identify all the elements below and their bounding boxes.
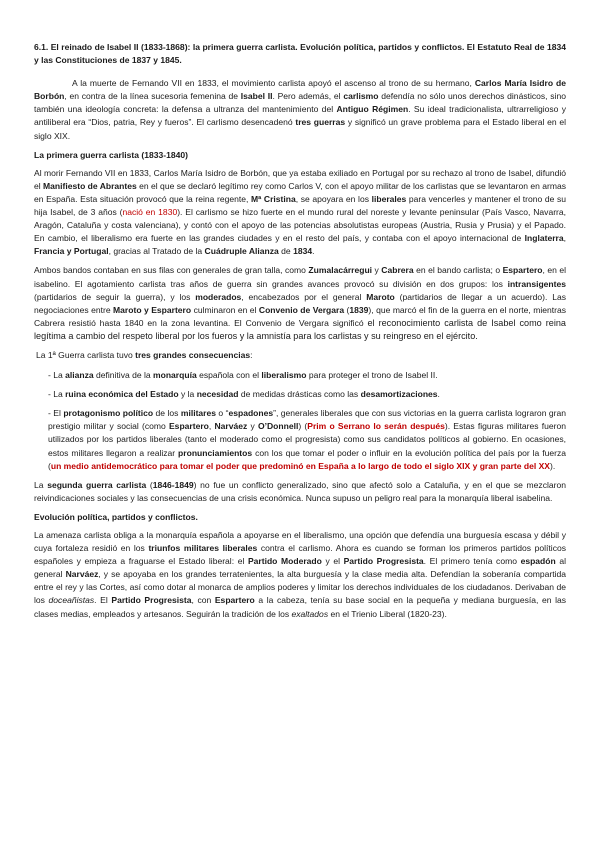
bold-run: Narváez: [214, 421, 248, 432]
text-run: , con: [191, 595, 215, 606]
text-run: , se apoyara en los: [295, 193, 372, 204]
bold-run: ruina económica del Estado: [65, 389, 179, 400]
italic-run: exaltados: [291, 608, 329, 619]
document-title: [34, 41, 566, 67]
text-run: y: [247, 421, 258, 432]
text-run: , en el isabelino. El agotamiento carlista tras años de guerra sin grandes avances provocó su división en dos grupos: los: [34, 265, 566, 289]
bold-run: Partido Progresista: [111, 595, 192, 606]
bold-run: Isabel II: [240, 91, 273, 102]
text-run: - El: [48, 408, 64, 419]
text-run: , encabezados por el general: [241, 291, 367, 302]
emphasis-run: el reconocimiento carlista de Isabel como reina legítima a cambio del respeto liberal por los fueros y la amnistía para los carlistas y su reingreso en el ejército.: [34, 317, 566, 341]
text-run: en el que se declaró legítimo rey como Carlos V, con el apoyo militar de los carlistas que se levantaron en armas en España. Esta situación provocó que la reina regente,: [34, 180, 566, 204]
text-run: y la: [178, 389, 197, 400]
text-run: y el: [321, 556, 344, 567]
bold-run: tres grandes consecuencias: [135, 349, 251, 360]
bold-run: Espartero: [168, 421, 209, 432]
text-run: ), que marcó el fin de la guerra en el norte, mientras Cabrera resistió hasta 1840 en la zona levantina. El Convenio de Vergara significó: [34, 304, 566, 328]
text-run: (: [146, 479, 153, 490]
text-run: :: [250, 349, 253, 360]
section-heading-evolution: [34, 511, 566, 524]
text-run: (partidarios de llegar a un acuerdo). Las negociaciones entre: [34, 291, 567, 315]
red-annotation: Prim o Serrano lo serán después: [307, 421, 445, 432]
text-run: y: [372, 265, 382, 276]
section-heading-first-war: [34, 149, 566, 162]
bold-run: Espartero: [214, 595, 255, 606]
bold-run: O’Donnell: [257, 421, 299, 432]
bold-run: espadones: [228, 408, 274, 419]
bold-run: Maroto: [366, 291, 395, 302]
section-heading-text: La primera guerra carlista (1833-1840): [34, 149, 188, 160]
text-run: La amenaza carlista obliga a la monarquía española a apoyarse en el liberalismo, una opción que defendía una burguesía escasa y débil y cuya fortaleza residió en los: [34, 530, 566, 554]
bold-run: Mª Cristina: [251, 193, 296, 204]
text-run: , y se apoyaba en los grandes terratenientes, la alta burguesía y la clase media alta. Defendían la soberanía compartida entre el rey y las Cortes, así como dotar al monarca de amplios poderes y limitar los derechos individuales de los ciudadanos. Derivaban de los: [34, 569, 566, 606]
text-run: . El primero tenía como: [423, 556, 521, 567]
bold-run: Inglaterra: [524, 233, 564, 244]
bold-run: militares: [180, 408, 216, 419]
bold-run: necesidad: [196, 389, 239, 400]
bold-run: espadón: [520, 556, 556, 567]
text-run: ). Estas figuras militares fueron utilizados por los partidos liberales (tanto el moderado como el progresista) como sus candidatos políticos al gobierno. En ocasiones, estos militares llegaron a realizar: [48, 421, 566, 458]
bold-run: liberales: [371, 193, 407, 204]
bold-run: Partido Moderado: [247, 556, 322, 567]
text-run: para proteger el trono de Isabel II.: [306, 370, 438, 381]
bold-run: monarquía: [153, 370, 197, 381]
bold-run: Convenio de Vergara: [258, 304, 345, 315]
bold-run: protagonismo político: [63, 408, 154, 419]
bold-run: 1846-1849: [152, 479, 194, 490]
text-run: de medidas drásticas como las: [238, 389, 361, 400]
text-run: ).: [550, 460, 556, 471]
red-annotation: nació en 1830: [122, 207, 178, 218]
paragraph-second-war: [34, 479, 566, 505]
text-run: La 1ª Guerra carlista tuvo: [36, 349, 136, 360]
text-run: culminaron en el: [191, 304, 259, 315]
bold-run: moderados: [195, 291, 242, 302]
consequence-item-1: [34, 369, 566, 382]
text-run: ) (: [298, 421, 308, 432]
text-run: y significó un grave problema para el Estado liberal en el siglo XIX.: [34, 117, 566, 141]
bold-run: Zumalacárregui: [308, 265, 373, 276]
text-run: o “: [216, 408, 229, 419]
section-heading-text: Evolución política, partidos y conflictos.: [34, 511, 198, 522]
bold-run: carlismo: [343, 91, 379, 102]
bold-run: Carlos María Isidro de Borbón: [34, 78, 567, 102]
bold-run: 1834: [293, 246, 313, 257]
text-run: - La: [48, 389, 66, 400]
bold-run: 1839: [349, 304, 369, 315]
text-run: definitiva de la: [93, 370, 154, 381]
bold-run: tres guerras: [295, 117, 346, 128]
bold-run: Narváez: [65, 569, 99, 580]
text-run: al general: [34, 556, 566, 580]
text-run: de los: [153, 408, 181, 419]
text-run: ”, generales liberales que con sus victorias en la guerra carlista lograron gran prestigio militar y social (como: [48, 408, 566, 432]
text-run: . Pero además, el: [272, 91, 344, 102]
text-run: defendía no sólo unos derechos dinásticos, sino también una ideología concreta: la defensa a ultranza del mantenimiento del: [34, 91, 566, 115]
consequence-item-2: [34, 388, 566, 401]
text-run: . Su ideal tradicionalista, ultrarreligioso y antiliberal era “Dios, patria, Rey y fueros”. El carlismo desencadenó: [34, 104, 567, 128]
text-run: en el Trienio Liberal (1820-23).: [328, 608, 447, 619]
text-run: La: [34, 479, 48, 490]
text-run: , en contra de la línea sucesoria femenina de: [64, 91, 241, 102]
text-run: ). El carlismo se hizo fuerte en el mundo rural del noreste y levante peninsular (País Vasco, Navarra, Aragón, Cataluña y costa valenciana), y contó con el apoyo de las potencias absolutistas europeas (Austria, Rusia y Prusia) y el Papado. En cambio, el liberalismo era fuerte en las grandes ciudades y en el resto del país, y contaba con el apoyo internacional de: [34, 207, 567, 244]
bold-run: triunfos militares liberales: [148, 543, 258, 554]
italic-run: doceañistas: [48, 595, 95, 606]
bold-run: Manifiesto de Abrantes: [43, 180, 137, 191]
bold-run: Cuádruple Alianza: [204, 246, 279, 257]
text-run: ) no fue un conflicto generalizado, sino que afectó solo a Cataluña, y en el que se mezclaron reivindicaciones sociales y las consecuencias de una crisis económica. Nunca supuso un peligro real para la monarquía liberal isabelina.: [34, 479, 566, 503]
bold-run: Partido Progresista: [343, 556, 424, 567]
text-run: española con el: [196, 370, 262, 381]
bold-run: Francia y Portugal: [34, 246, 109, 257]
red-annotation: un medio antidemocrático para tomar el poder que predominó en España a lo largo de todo el siglo XIX y gran parte del XX: [50, 460, 551, 471]
text-run: para vencerles y mantener el trono de su hija Isabel, de 3 años (: [34, 193, 567, 218]
paragraph-first-war: [34, 167, 566, 259]
text-run: contra el carlismo. Ahora es cuando se forman los primeros partidos políticos españoles y empieza a fraguarse el Estado liberal: el: [34, 543, 566, 567]
text-run: .: [437, 389, 440, 400]
text-run: a la cabeza, tenía su base social en la pequeña y mediana burguesía, en las clases medias, empleados y artesanos. Seguirán la tradición de los: [34, 595, 566, 619]
bold-run: desamortizaciones: [360, 389, 438, 400]
bold-run: liberalismo: [261, 370, 307, 381]
text-run: - La: [48, 370, 66, 381]
text-run: , gracias al Tratado de la: [108, 246, 205, 257]
bold-run: Maroto y Espartero: [113, 304, 192, 315]
text-run: . El: [94, 595, 112, 606]
bold-run: alianza: [65, 370, 94, 381]
text-run: (: [344, 304, 350, 315]
text-run: con los que tomar el poder o influir en la evolución política del país por la fuerza (: [48, 447, 566, 471]
text-run: Al morir Fernando VII en 1833, Carlos María Isidro de Borbón, que ya estaba exiliado en Portugal por su rechazo al trono de Isabel, difundió el: [34, 167, 566, 191]
text-run: ,: [208, 421, 215, 432]
bold-run: Espartero: [502, 265, 543, 276]
text-run: de: [278, 246, 294, 257]
paragraph-consequences-intro: [34, 349, 566, 362]
bold-run: intransigentes: [507, 278, 566, 289]
bold-run: segunda guerra carlista: [47, 479, 147, 490]
text-run: en el bando carlista; o: [413, 265, 503, 276]
consequence-item-3: [34, 407, 566, 472]
text-run: (partidarios de seguir la guerra), y los: [34, 291, 196, 302]
intro-paragraph: [34, 77, 566, 142]
text-run: Ambos bandos contaban en sus filas con generales de gran talla, como: [34, 265, 309, 276]
bold-run: Antiguo Régimen: [336, 104, 409, 115]
title-text: 6.1. El reinado de Isabel II (1833-1868): la primera guerra carlista. Evolución política, partidos y conflictos. El Estatuto Real de 1834 y las Constituciones de 1837 y 1845.: [34, 42, 566, 66]
bold-run: pronunciamientos: [178, 447, 253, 458]
text-run: .: [312, 246, 315, 257]
text-run: ,: [563, 233, 566, 244]
paragraph-generals: [34, 264, 566, 343]
bold-run: Cabrera: [381, 265, 414, 276]
paragraph-parties: [34, 529, 566, 621]
text-run: A la muerte de Fernando VII en 1833, el movimiento carlista apoyó el ascenso al trono de su hermano,: [72, 78, 475, 89]
